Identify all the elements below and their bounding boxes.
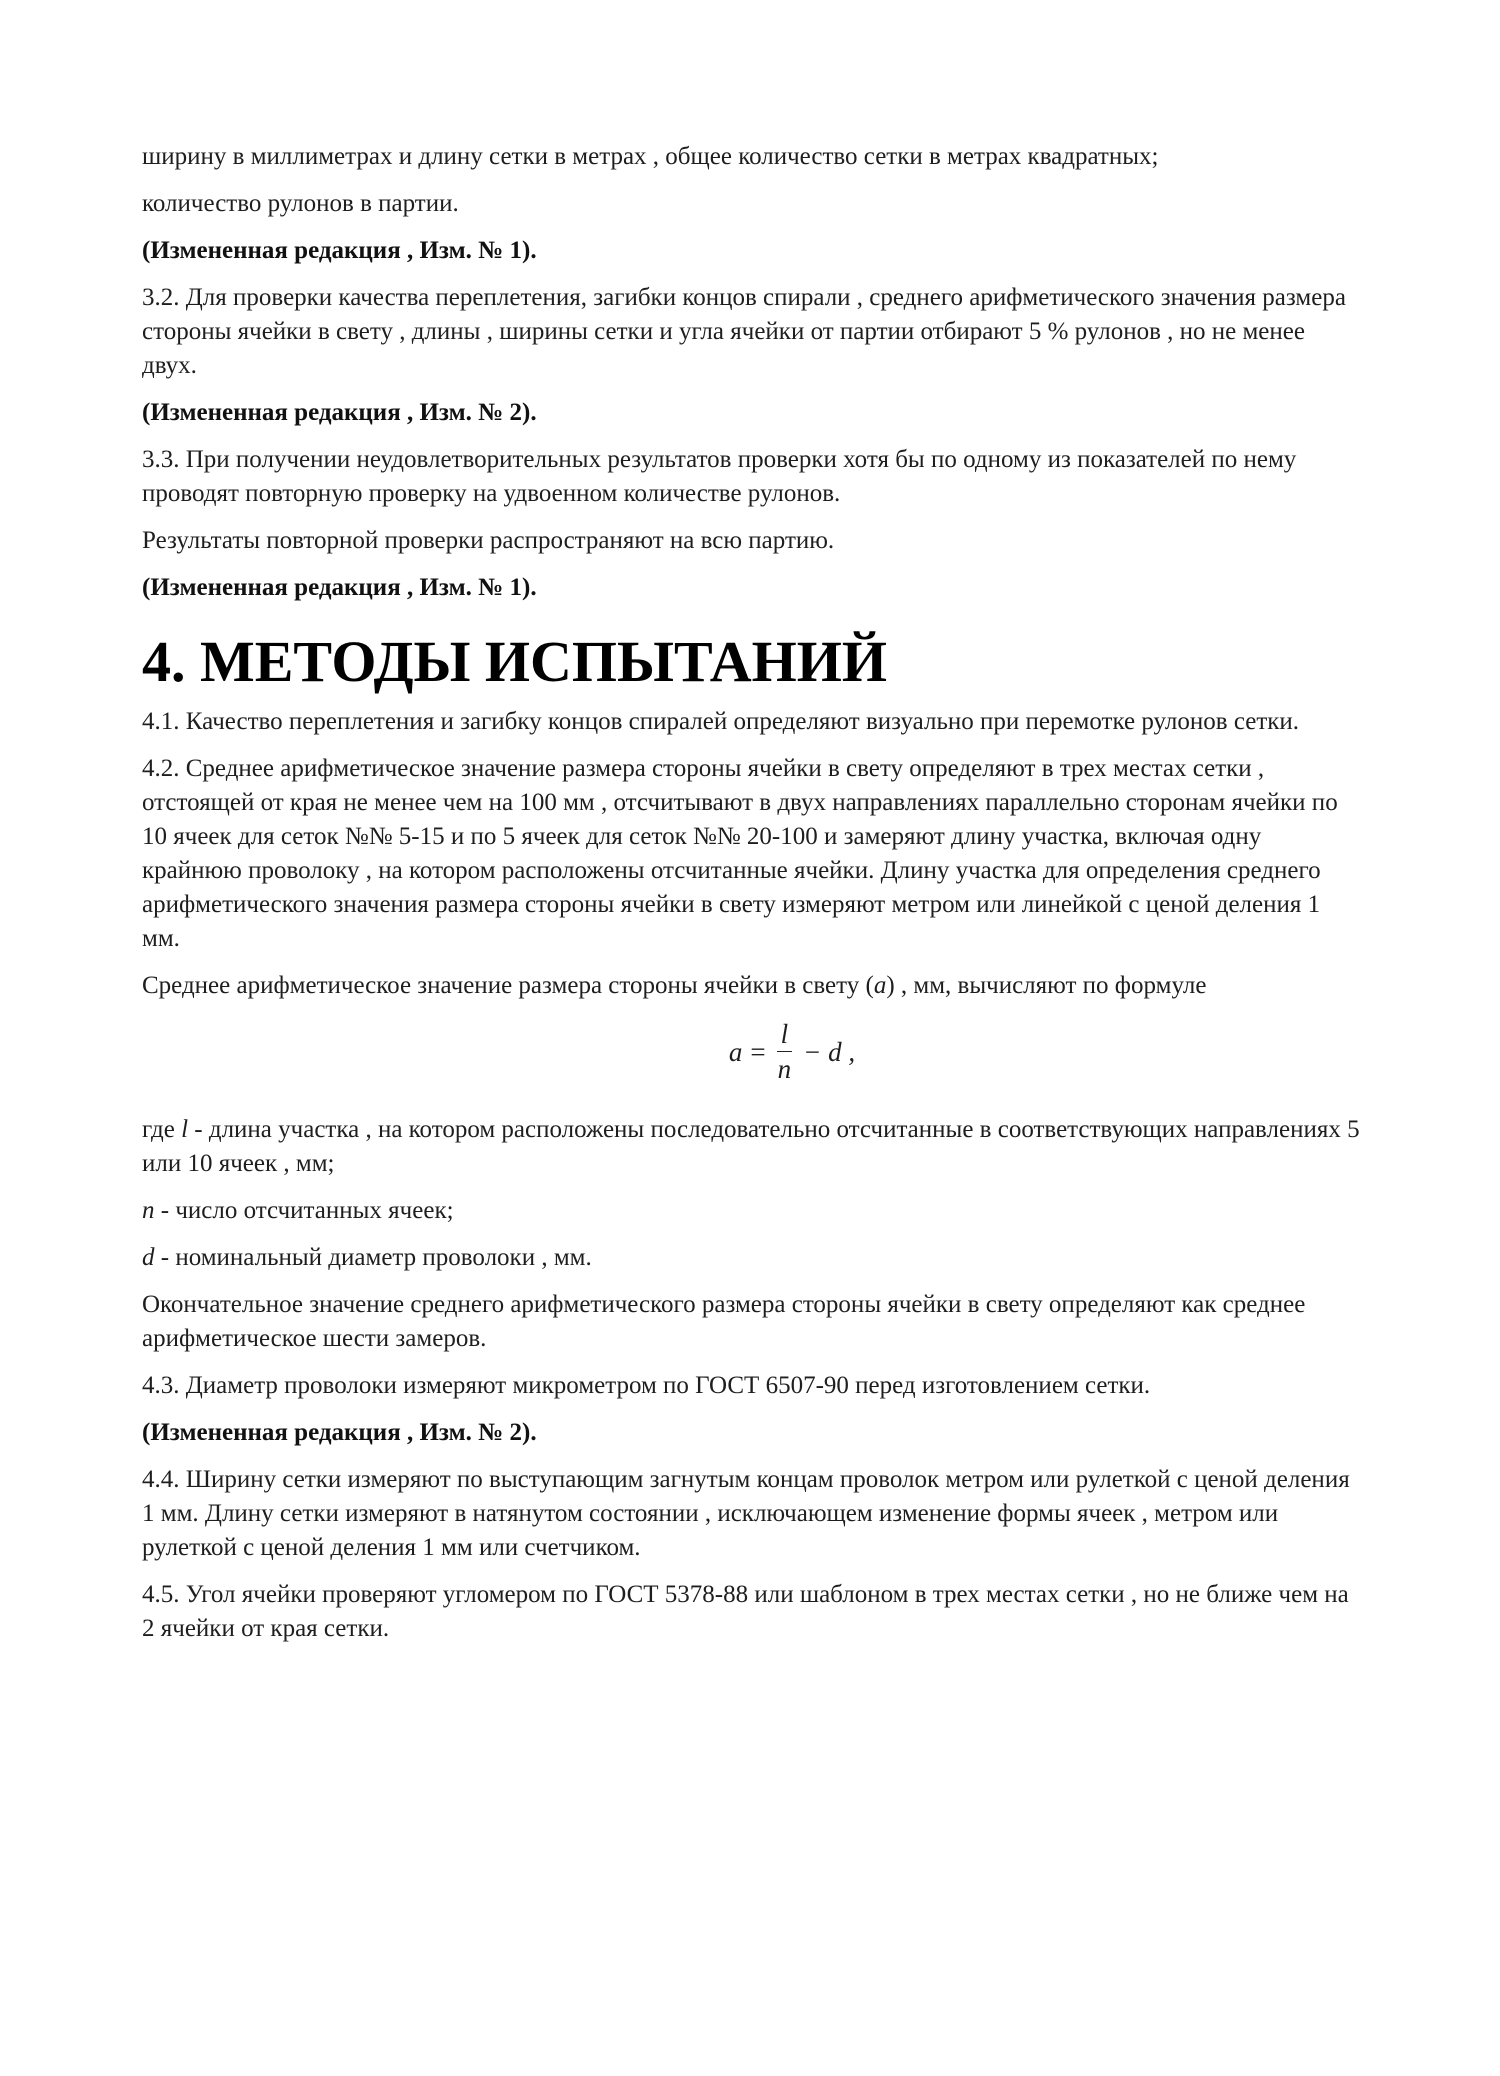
paragraph-3-2: 3.2. Для проверки качества переплетения, загибки концов спирали , среднего арифметического значения размера стороны ячейки в свету , длины , ширины сетки и угла ячейки от партии отбирают 5 % рулонов , но не менее двух. — [142, 284, 1346, 379]
mean-text-after: ) , мм, вычисляют по формуле — [886, 972, 1207, 999]
variable-d: d — [142, 1244, 155, 1271]
document-page — [142, 140, 1362, 1659]
paragraph-4-4: 4.4. Ширину сетки измеряют по выступающим загнутым концам проволок метром или рулеткой с ценой деления 1 мм. Длину сетки измеряют в натянутом состоянии , исключающем изменение формы ячеек , метром или рулеткой с ценой деления 1 мм или счетчиком. — [142, 1466, 1350, 1561]
formula — [142, 1017, 1362, 1101]
definition-l — [142, 1113, 1362, 1181]
mean-text-before: Среднее арифметическое значение размера стороны ячейки в свету ( — [142, 972, 874, 999]
definition-n — [142, 1194, 1362, 1228]
paragraph-3-3-results: Результаты повторной проверки распространяют на всю партию. — [142, 527, 835, 554]
definition-d — [142, 1241, 1362, 1275]
amendment-note: (Измененная редакция , Изм. № 2). — [142, 399, 537, 426]
definition-n-text: - число отсчитанных ячеек; — [154, 1197, 454, 1224]
paragraph-3-3: 3.3. При получении неудовлетворительных результатов проверки хотя бы по одному из показателей по нему проводят повторную проверку на удвоенном количестве рулонов. — [142, 446, 1297, 507]
definition-l-text: - длина участка , на котором расположены последовательно отсчитанные в соответствующих направлениях 5 или 10 ячеек , мм; — [142, 1116, 1360, 1177]
formula-rest: − d , — [803, 1036, 856, 1067]
formula-lhs: a — [728, 1036, 743, 1067]
mean-variable: a — [873, 972, 887, 999]
amendment-note: (Измененная редакция , Изм. № 1). — [142, 574, 537, 601]
paragraph-4-1: 4.1. Качество переплетения и загибку концов спиралей определяют визуально при перемотке рулонов сетки. — [142, 708, 1300, 735]
formula-numerator: l — [777, 1017, 793, 1052]
variable-n: n — [142, 1197, 155, 1224]
formula-fraction — [774, 1017, 796, 1086]
paragraph-4-3: 4.3. Диаметр проволоки измеряют микрометром по ГОСТ 6507-90 перед изготовлением сетки. — [142, 1372, 1151, 1399]
amendment-note: (Измененная редакция , Изм. № 1). — [142, 237, 537, 264]
definition-prefix: где — [142, 1116, 182, 1143]
paragraph-width-length: ширину в миллиметрах и длину сетки в метрах , общее количество сетки в метрах квадратных; — [142, 143, 1159, 170]
paragraph-rolls-count: количество рулонов в партии. — [142, 190, 459, 217]
paragraph-mean-value — [142, 969, 1362, 1003]
amendment-note: (Измененная редакция , Изм. № 2). — [142, 1419, 537, 1446]
paragraph-4-2: 4.2. Среднее арифметическое значение размера стороны ячейки в свету определяют в трех местах сетки , отстоящей от края не менее чем на 100 мм , отсчитывают в двух направлениях параллельно сторонам ячейки по 10 ячеек для сеток №№ 5-15 и по 5 ячеек для сеток №№ 20-100 и замеряют длину участка, включая одну крайнюю проволоку , на котором расположены отсчитанные ячейки. Длину участка для определения среднего арифметического значения размера стороны ячейки в свету измеряют метром или линейкой с ценой деления 1 мм. — [142, 755, 1338, 952]
variable-l: l — [181, 1116, 189, 1143]
formula-denominator: n — [777, 1054, 792, 1084]
paragraph-final-value: Окончательное значение среднего арифметического размера стороны ячейки в свету определяют как среднее арифметическое шести замеров. — [142, 1291, 1306, 1352]
formula-equals: = — [750, 1036, 766, 1067]
paragraph-4-5: 4.5. Угол ячейки проверяют угломером по ГОСТ 5378-88 или шаблоном в трех местах сетки , но не ближе чем на 2 ячейки от края сетки. — [142, 1581, 1349, 1642]
definition-d-text: - номинальный диаметр проволоки , мм. — [154, 1244, 592, 1271]
section-heading: 4. МЕТОДЫ ИСПЫТАНИЙ — [142, 629, 888, 694]
